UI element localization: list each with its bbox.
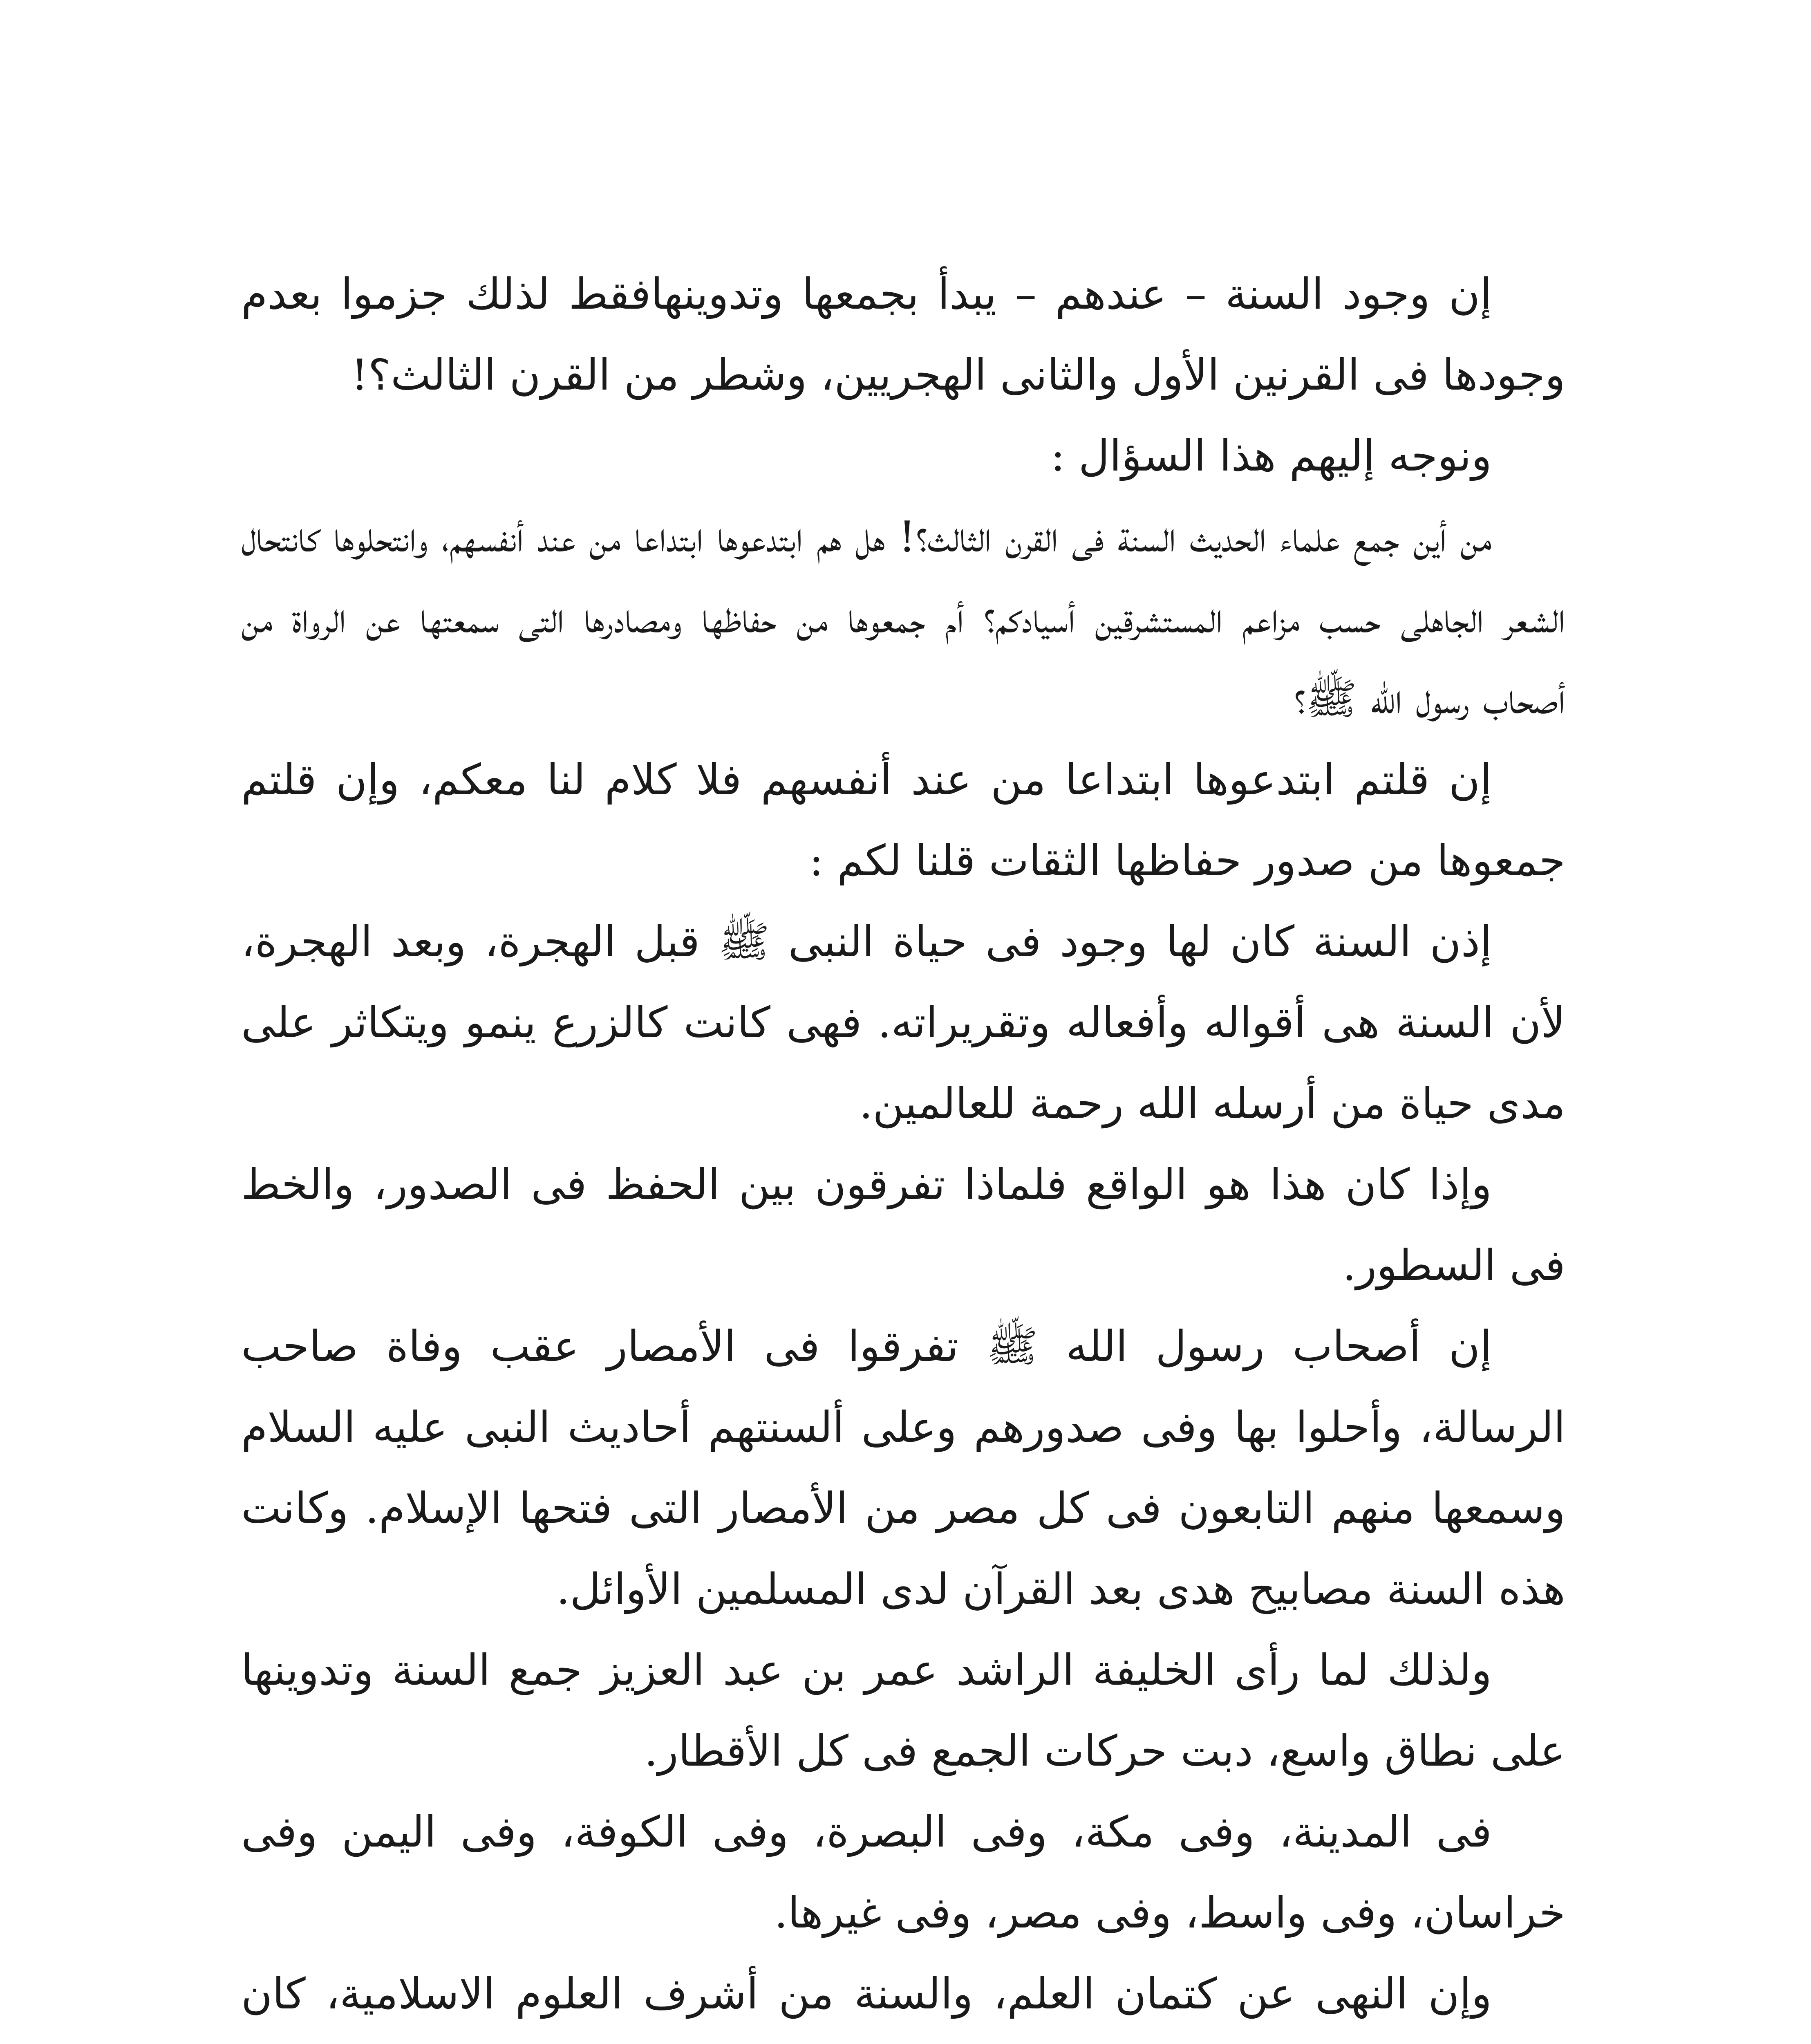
paragraph-2: ونوجه إليهم هذا السؤال : xyxy=(1050,431,1492,481)
paragraph-3: من أين جمع علماء الحديث السنة فى القرن الثالث؟! هل هم ابتدعوها ابتداعا من عند أنفسهم، وانتحلوها كانتحال الشعر الجاهلى حسب مزاعم المستشرقين أسيادكم؟ أم جمعوها من حفاظها ومصادرها التى سمعتها عن الرواة من أصحاب رسول الله ﷺ؟ xyxy=(241,512,1565,724)
body-text xyxy=(241,253,1565,2044)
paragraph-1: إن وجود السنة – عندهم – يبدأ بجمعها وتدوينهافقط لذلك جزموا بعدم وجودها فى القرنين الأول والثانى الهجريين، وشطر من القرن الثالث؟! xyxy=(241,269,1565,400)
paragraph-10: وإن النهى عن كتمان العلم، والسنة من أشرف العلوم الاسلامية، كان xyxy=(241,1969,1492,2019)
paragraph-5: إذن السنة كان لها وجود فى حياة النبى ﷺ قبل الهجرة، وبعد الهجرة، لأن السنة هى أقواله وأفعاله وتقريراته. فهى كانت كالزرع ينمو ويتكاثر على مدى حياة من أرسله الله رحمة للعالمين. xyxy=(241,917,1565,1128)
paragraph-8: ولذلك لما رأى الخليفة الراشد عمر بن عبد العزيز جمع السنة وتدوينها على نطاق واسع، دبت حركات الجمع فى كل الأقطار. xyxy=(241,1645,1565,1776)
paragraph-4: إن قلتم ابتدعوها ابتداعا من عند أنفسهم فلا كلام لنا معكم، وإن قلتم جمعوها من صدور حفاظها الثقات قلنا لكم : xyxy=(241,755,1565,885)
paragraph-7: إن أصحاب رسول الله ﷺ تفرقوا فى الأمصار عقب وفاة صاحب الرسالة، وأحلوا بها وفى صدورهم وعلى ألسنتهم أحاديث النبى عليه السلام وسمعها منهم التابعون فى كل مصر من الأمصار التى فتحها الإسلام. وكانت هذه السنة مصابيح هدى بعد القرآن لدى المسلمين الأوائل. xyxy=(241,1321,1565,1614)
paragraph-9: فى المدينة، وفى مكة، وفى البصرة، وفى الكوفة، وفى اليمن وفى خراسان، وفى واسط، وفى مصر، وفى غيرها. xyxy=(241,1807,1565,1938)
paragraph-6: وإذا كان هذا هو الواقع فلماذا تفرقون بين الحفظ فى الصدور، والخط فى السطور. xyxy=(241,1159,1565,1290)
